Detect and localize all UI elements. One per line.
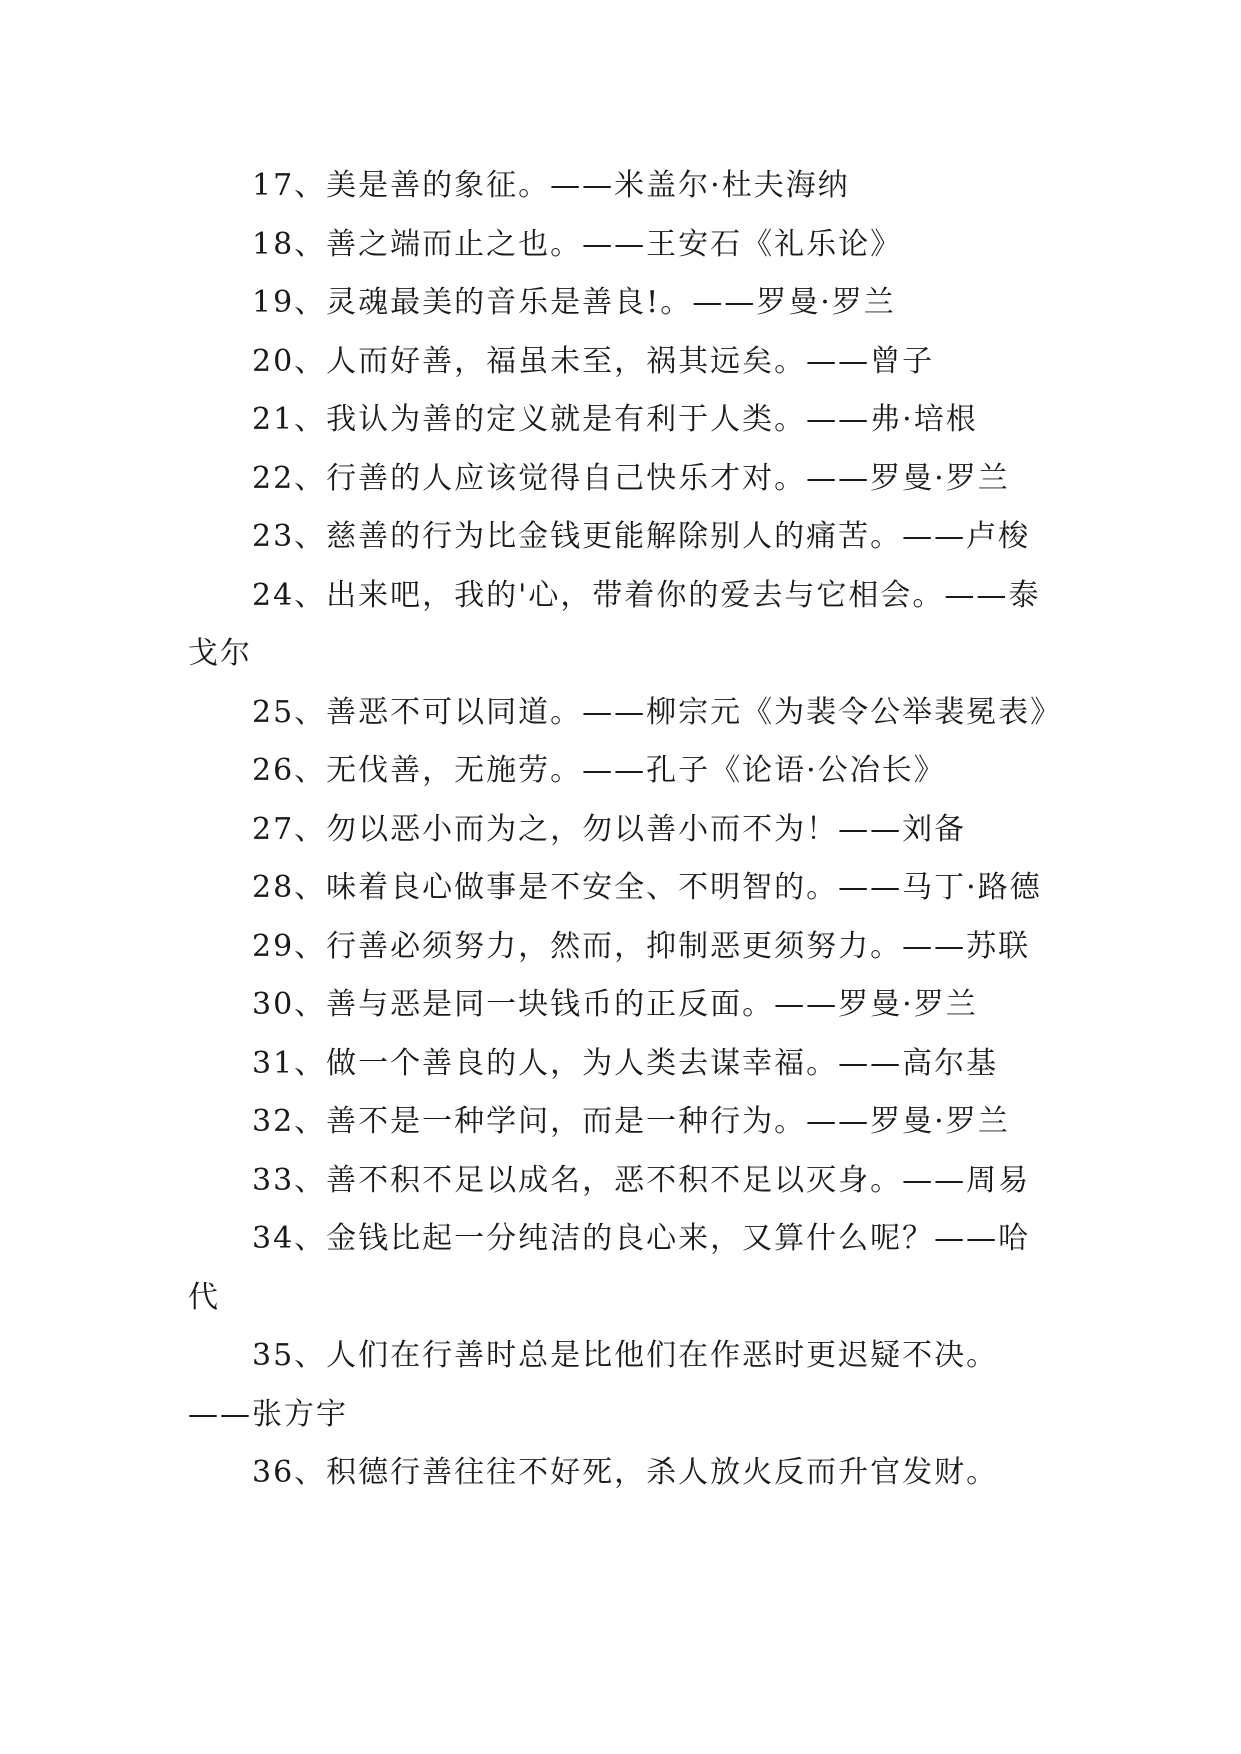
quote-paragraph: 17、美是善的象征。——米盖尔·杜夫海纳 bbox=[252, 168, 850, 203]
quote-paragraph: 31、做一个善良的人，为人类去谋幸福。——高尔基 bbox=[252, 1045, 999, 1081]
quote-paragraph: 19、灵魂最美的音乐是善良!。——罗曼·罗兰 bbox=[252, 285, 896, 320]
quote-paragraph: 34、金钱比起一分纯洁的良心来，又算什么呢？——哈代 bbox=[188, 1221, 1031, 1315]
quote-paragraph: 25、善恶不可以同道。——柳宗元《为裴令公举裴冕表》 bbox=[252, 694, 1063, 730]
quote-paragraph: 36、积德行善往往不好死，杀人放火反而升官发财。 bbox=[252, 1455, 999, 1490]
quote-paragraph: 26、无伐善，无施劳。——孔子《论语·公冶长》 bbox=[252, 753, 946, 788]
quote-paragraph: 27、勿以恶小而为之，勿以善小而不为！——刘备 bbox=[252, 811, 967, 847]
quote-paragraph: 28、味着良心做事是不安全、不明智的。——马丁·路德 bbox=[252, 870, 1042, 905]
quote-paragraph: 32、善不是一种学问，而是一种行为。——罗曼·罗兰 bbox=[252, 1104, 1010, 1139]
quote-paragraph: 20、人而好善，福虽未至，祸其远矣。——曾子 bbox=[252, 343, 935, 379]
quote-list bbox=[188, 157, 1063, 1503]
quote-paragraph: 29、行善必须努力，然而，抑制恶更须努力。——苏联 bbox=[252, 928, 1031, 964]
quote-paragraph: 22、行善的人应该觉得自己快乐才对。——罗曼·罗兰 bbox=[252, 460, 1010, 496]
quote-paragraph: 35、人们在行善时总是比他们在作恶时更迟疑不决。——张方宇 bbox=[188, 1338, 999, 1432]
quote-paragraph: 30、善与恶是同一块钱币的正反面。——罗曼·罗兰 bbox=[252, 987, 978, 1022]
quote-paragraph: 24、出来吧，我的'心，带着你的爱去与它相会。——泰戈尔 bbox=[188, 577, 1041, 671]
quote-paragraph: 21、我认为善的定义就是有利于人类。——弗·培根 bbox=[252, 402, 978, 437]
quote-paragraph: 18、善之端而止之也。——王安石《礼乐论》 bbox=[252, 226, 903, 262]
quote-paragraph: 33、善不积不足以成名，恶不积不足以灭身。——周易 bbox=[252, 1162, 1031, 1198]
quote-paragraph: 23、慈善的行为比金钱更能解除别人的痛苦。——卢梭 bbox=[252, 519, 1031, 554]
